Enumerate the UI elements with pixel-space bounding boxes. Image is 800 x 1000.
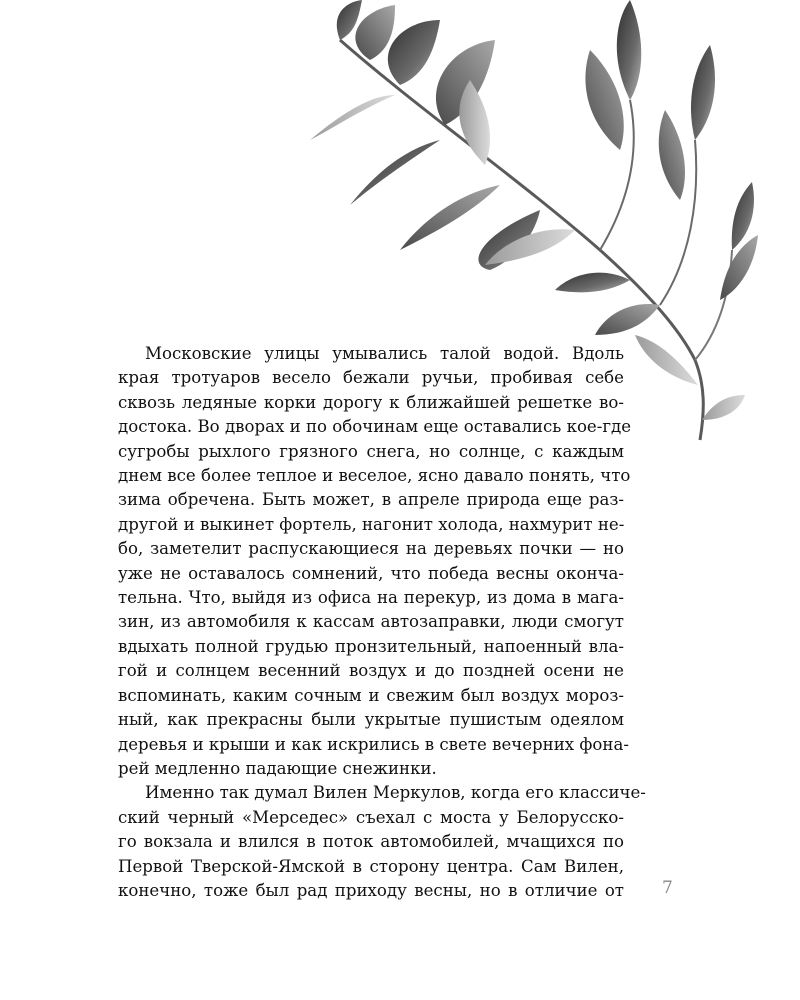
text-line: края тротуаров весело бежали ручьи, пробивая себе: [118, 368, 624, 388]
leaf: [659, 110, 685, 200]
leaf: [555, 273, 630, 293]
leaf: [585, 50, 623, 150]
text-line: достока. Во дворах и по обочинам еще оставались кое-где: [118, 417, 632, 437]
text-line: го вокзала и влился в поток автомобилей, мчащихся по: [118, 832, 624, 852]
text-line: зин, из автомобиля к кассам автозаправки, люди смогут: [118, 612, 624, 632]
text-line: другой и выкинет фортель, нагонит холода, нахмурит не-: [118, 514, 625, 534]
text-line: рей медленно падающие снежинки.: [118, 758, 437, 778]
text-line: вспоминать, каким сочным и свежим был воздух мороз-: [118, 685, 624, 705]
text-line: уже не оставалось сомнений, что победа весны оконча-: [118, 563, 624, 583]
leaf: [720, 235, 758, 300]
text-line: днем все более теплое и веселое, ясно давало понять, что: [118, 466, 631, 486]
leaf: [400, 185, 500, 250]
leaf: [350, 140, 440, 205]
text-line: тельна. Что, выйдя из офиса на перекур, из дома в мага-: [118, 588, 624, 608]
text-line: конечно, тоже был рад приходу весны, но в отличие от: [118, 880, 624, 900]
text-line: зима обречена. Быть может, в апреле природа еще раз-: [118, 490, 624, 510]
leaf: [635, 335, 698, 385]
leaf: [388, 20, 440, 85]
leaf: [732, 182, 754, 250]
paragraph-2: [118, 781, 646, 903]
text-line: гой и солнцем весенний воздух и до поздней осени не: [118, 661, 624, 681]
leaf: [617, 0, 641, 100]
text-line: Именно так думал Вилен Меркулов, когда его классиче-: [145, 783, 646, 803]
text-line: бо, заметелит распускающиеся на деревьях почки — но: [118, 539, 624, 559]
text-line: сугробы рыхлого грязного снега, но солнце, с каждым: [118, 441, 624, 461]
text-line: Московские улицы умывались талой водой. Вдоль: [145, 344, 624, 363]
paragraph-1: [118, 342, 632, 781]
text-line: Первой Тверской-Ямской в сторону центра. Сам Вилен,: [118, 856, 624, 876]
leaf: [702, 395, 745, 420]
leaf: [310, 95, 395, 140]
leaf: [595, 304, 660, 335]
text-line: деревья и крыши и как искрились в свете вечерних фона-: [118, 734, 629, 754]
body-text: [118, 342, 646, 903]
text-line: вдыхать полной грудью пронзительный, напоенный вла-: [118, 636, 624, 656]
leaf: [691, 45, 715, 140]
text-line: ский черный «Мерседес» съехал с моста у Белорусско-: [118, 807, 624, 827]
text-line: ный, как прекрасны были укрытые пушистым одеялом: [118, 710, 624, 730]
text-line: сквозь ледяные корки дорогу к ближайшей решетке во-: [118, 392, 624, 412]
page-number: 7: [662, 878, 673, 898]
leaf: [459, 80, 490, 165]
